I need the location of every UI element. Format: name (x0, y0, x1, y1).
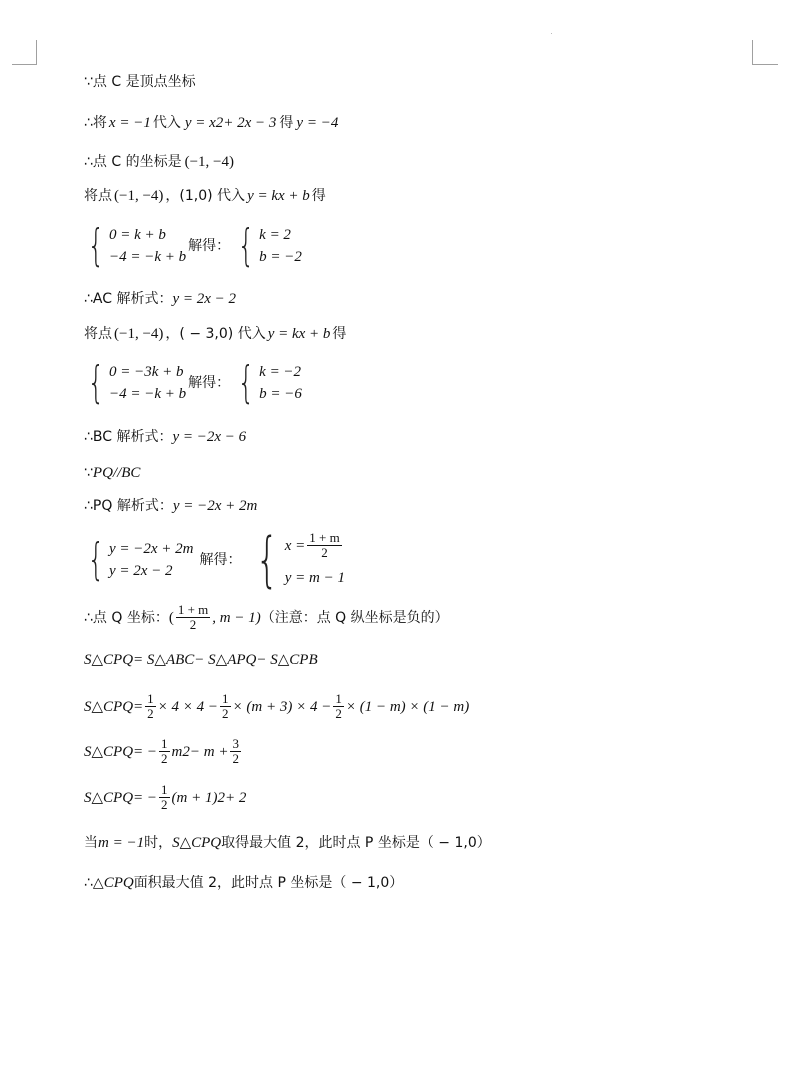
page-corner-mark-top-right (752, 40, 778, 65)
text: 得 (332, 326, 347, 342)
text: 得 (279, 115, 294, 131)
math-sub: △CPQ (179, 835, 222, 851)
math-sub: △ABC (154, 652, 195, 668)
denominator: 2 (189, 617, 197, 632)
line-vertex-c (84, 72, 196, 92)
math: ( (168, 609, 174, 626)
numerator: 1 (161, 736, 168, 751)
text: 解得： (199, 552, 242, 568)
math: S (84, 698, 92, 715)
math: y = kx + b (247, 188, 310, 204)
fraction (159, 737, 170, 766)
line-area-decomposition (84, 650, 318, 670)
line-point-q (84, 603, 449, 632)
denominator: 2 (161, 797, 168, 812)
math: (−1, −4) (114, 326, 164, 342)
text: 解得： (188, 375, 231, 391)
fraction (159, 783, 170, 812)
math: y = x (184, 115, 216, 131)
math: × (1 − m) × (1 − m) (345, 698, 470, 715)
math-sub: △APQ (215, 652, 257, 668)
numerator: 3 (232, 736, 239, 751)
numerator: 1 (147, 691, 154, 706)
math: k = −2 (259, 364, 302, 380)
brace: { (255, 525, 279, 595)
text: 取得最大值 2，此时点 P 坐标是（ − 1,0） (221, 835, 491, 851)
equation-system (82, 220, 187, 271)
brace: { (87, 534, 105, 585)
text: ∴PQ 解析式： (84, 498, 173, 514)
text: 将点 (84, 188, 112, 204)
line-max-value (84, 833, 491, 853)
math: y = 2x − 2 (109, 563, 173, 579)
fraction (333, 692, 344, 721)
math: PQ//BC (92, 465, 141, 481)
text: ∴点 C 的坐标是 (84, 154, 182, 170)
math: CPQ (103, 875, 134, 891)
denominator: 2 (161, 751, 168, 766)
line-area-simplified (84, 737, 243, 766)
fraction (307, 531, 341, 560)
text: ∴AC 解析式： (84, 291, 173, 307)
denominator: 2 (147, 706, 154, 721)
math: 0 = −3k + b (109, 364, 184, 380)
numerator: 1 (161, 782, 168, 797)
text: ∴BC 解析式： (84, 429, 173, 445)
page-corner-mark-top-left (12, 40, 37, 65)
solution-system (232, 357, 302, 408)
math: + 2x − 3 (223, 115, 277, 131)
line-conclusion (84, 873, 403, 893)
denominator: 2 (321, 545, 328, 560)
text: 面积最大值 2，此时点 P 坐标是（ − 1,0） (133, 875, 404, 891)
math: m = −1 (98, 835, 145, 851)
math: b = −6 (259, 386, 302, 402)
text: ∴△ (84, 875, 104, 891)
text: 当 (84, 835, 98, 851)
math: × (m + 3) × 4 − (232, 698, 332, 715)
math: x = −1 (108, 115, 151, 131)
denominator: 2 (232, 751, 239, 766)
math: b = −2 (259, 249, 302, 265)
fraction (145, 692, 156, 721)
math: x = (284, 537, 306, 554)
numerator: 1 (222, 691, 229, 706)
math-sub: △CPQ (91, 789, 134, 806)
math: y = kx + b (267, 326, 331, 342)
solution-system (232, 220, 302, 271)
math: − m + (189, 743, 229, 760)
math: + 2 (225, 789, 247, 806)
solution-system (248, 525, 345, 595)
math-sup: 2 (182, 743, 190, 760)
math-sub: △CPB (277, 652, 318, 668)
text: 将点 (84, 326, 112, 342)
math: S (84, 743, 92, 760)
text: ，(1,0) 代入 (165, 188, 246, 204)
math: y = −2x + 2m (109, 541, 194, 557)
page-speck (551, 33, 552, 34)
line-system-1 (82, 220, 302, 271)
math: y = −2x − 6 (172, 429, 247, 445)
line-area-expand (84, 692, 469, 721)
math: × 4 × 4 − (157, 698, 219, 715)
math: = − (133, 743, 158, 760)
denominator: 2 (335, 706, 342, 721)
line-substitute-bc (84, 324, 346, 344)
text: （注意：点 Q 纵坐标是负的） (260, 609, 449, 626)
math: = (133, 698, 144, 715)
math: − S (194, 652, 216, 668)
denominator: 2 (222, 706, 229, 721)
math: y = m − 1 (284, 570, 345, 586)
numerator: 1 + m (177, 602, 209, 617)
math: y = −4 (296, 115, 339, 131)
fraction (230, 737, 241, 766)
brace: { (237, 357, 255, 408)
text: 时， (144, 835, 173, 851)
line-system-2 (82, 357, 302, 408)
math: , m − 1) (212, 609, 261, 626)
text: ∴将 (84, 115, 107, 131)
line-ac-expression (84, 289, 236, 309)
line-substitute-ac (84, 186, 326, 206)
line-bc-expression (84, 427, 246, 447)
math: − S (256, 652, 278, 668)
math: = S (133, 652, 155, 668)
math: k = 2 (259, 227, 291, 243)
text: 解得： (188, 238, 231, 254)
math-sup: 2 (217, 789, 225, 806)
text: ∵ (84, 465, 93, 481)
line-substitute-x (84, 113, 338, 133)
math: −4 = −k + b (109, 386, 187, 402)
math: y = 2x − 2 (172, 291, 237, 307)
numerator: 1 + m (309, 530, 340, 545)
math-sup: 2 (215, 115, 224, 131)
math: (m + 1) (171, 789, 218, 806)
brace: { (87, 357, 105, 408)
text: ，( − 3,0) 代入 (165, 326, 266, 342)
math: S (172, 835, 180, 851)
numerator: 1 (335, 691, 342, 706)
math: 0 = k + b (109, 227, 166, 243)
line-area-vertex-form (84, 783, 246, 812)
text: ∴点 Q 坐标： (84, 609, 169, 626)
math-sub: △CPQ (91, 652, 134, 668)
text: 代入 (152, 115, 181, 131)
math: m (171, 743, 183, 760)
line-point-c (84, 152, 234, 172)
math-sub: △CPQ (91, 698, 134, 715)
text: ∵点 C 是顶点坐标 (84, 74, 196, 90)
line-parallel (84, 463, 140, 483)
math: S (84, 789, 92, 806)
math: −4 = −k + b (109, 249, 187, 265)
math: y = −2x + 2m (172, 498, 258, 514)
fraction (220, 692, 231, 721)
brace: { (237, 220, 255, 271)
math: (−1, −4) (184, 154, 235, 170)
math: (−1, −4) (114, 188, 164, 204)
math: S (84, 652, 92, 668)
math: = − (133, 789, 158, 806)
equation-system (82, 357, 187, 408)
math-sub: △CPQ (91, 743, 134, 760)
line-pq-expression (84, 496, 257, 516)
equation-system (82, 534, 194, 585)
brace: { (87, 220, 105, 271)
text: 得 (311, 188, 326, 204)
fraction (176, 603, 210, 632)
line-system-3 (82, 525, 345, 595)
